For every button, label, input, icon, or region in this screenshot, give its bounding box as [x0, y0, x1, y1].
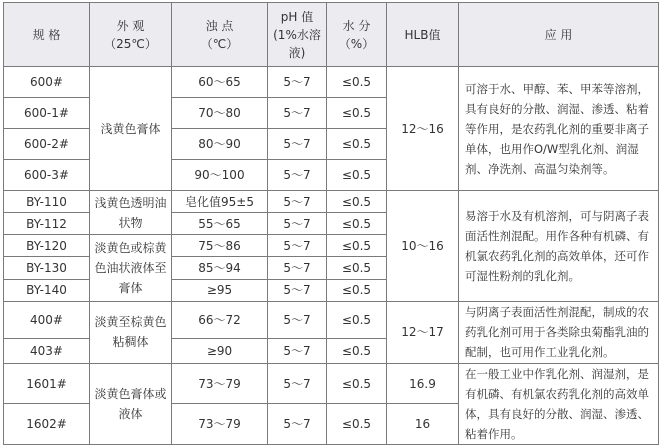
cloud-point-cell: 90～100	[172, 160, 268, 191]
ph-cell: 5～7	[268, 67, 327, 98]
water-cell: ≤0.5	[327, 160, 387, 191]
header-use: 应 用	[459, 3, 659, 67]
ph-cell: 5～7	[268, 404, 327, 445]
cloud-point-cell: 80～90	[172, 129, 268, 160]
appearance-cell: 浅黄色透明油状物	[90, 191, 172, 235]
water-cell: ≤0.5	[327, 67, 387, 98]
spec-cell: BY-110	[4, 191, 90, 213]
spec-cell: BY-120	[4, 235, 90, 257]
water-cell: ≤0.5	[327, 213, 387, 235]
spec-cell: 600-1#	[4, 98, 90, 129]
table-row	[4, 301, 659, 338]
ph-cell: 5～7	[268, 213, 327, 235]
ph-cell: 5～7	[268, 191, 327, 213]
spec-cell: 403#	[4, 338, 90, 363]
appearance-cell: 淡黄色膏体或液体	[90, 363, 172, 444]
use-cell: 可溶于水、甲醇、苯、甲苯等溶剂，具有良好的分散、润湿、渗透、粘着等作用，是农药乳化剂的重要非离子单体，也用作O/W型乳化剂、润湿剂、净洗剂、高温匀染剂等。	[459, 67, 659, 191]
hlb-cell: 10～16	[387, 191, 459, 301]
ph-cell: 5～7	[268, 235, 327, 257]
water-cell: ≤0.5	[327, 257, 387, 279]
hlb-cell: 16.9	[387, 363, 459, 404]
use-cell: 在一般工业中作乳化剂、润湿剂，是有机磷、有机氯农药乳化剂的高效单体，具有良好的分散、润湿、渗透、粘着作用。	[459, 363, 659, 444]
water-cell: ≤0.5	[327, 363, 387, 404]
ph-cell: 5～7	[268, 98, 327, 129]
appearance-cell: 淡黄色或棕黄色油状液体至膏体	[90, 235, 172, 301]
table-row	[4, 67, 659, 98]
water-cell: ≤0.5	[327, 129, 387, 160]
hlb-cell: 12～16	[387, 67, 459, 191]
cloud-point-cell: ≥90	[172, 338, 268, 363]
ph-cell: 5～7	[268, 160, 327, 191]
cloud-point-cell: 55～65	[172, 213, 268, 235]
spec-cell: 600-3#	[4, 160, 90, 191]
spec-cell: 600#	[4, 67, 90, 98]
hlb-cell: 16	[387, 404, 459, 445]
water-cell: ≤0.5	[327, 98, 387, 129]
header-appearance: 外 观 （25℃）	[90, 3, 172, 67]
cloud-point-cell: ≥95	[172, 279, 268, 301]
cloud-point-cell: 60～65	[172, 67, 268, 98]
water-cell: ≤0.5	[327, 338, 387, 363]
use-cell: 易溶于水及有机溶剂，可与阴离子表面活性剂混配。用作各种有机磷、有机氯农药乳化剂的高效单体，还可作可湿性粉剂的乳化剂。	[459, 191, 659, 301]
ph-cell: 5～7	[268, 301, 327, 338]
table-row	[4, 363, 659, 404]
ph-cell: 5～7	[268, 279, 327, 301]
cloud-point-cell: 皂化值95±5	[172, 191, 268, 213]
spec-cell: 400#	[4, 301, 90, 338]
spec-cell: 600-2#	[4, 129, 90, 160]
product-spec-table	[3, 2, 659, 445]
cloud-point-cell: 73～79	[172, 363, 268, 404]
header-spec: 规 格	[4, 3, 90, 67]
ph-cell: 5～7	[268, 257, 327, 279]
use-cell: 与阴离子表面活性剂混配，制成的农药乳化剂可用于各类除虫菊酯乳油的配制，也可用作工业乳化剂。	[459, 301, 659, 363]
spec-cell: 1601#	[4, 363, 90, 404]
water-cell: ≤0.5	[327, 404, 387, 445]
spec-cell: BY-112	[4, 213, 90, 235]
spec-cell: BY-140	[4, 279, 90, 301]
ph-cell: 5～7	[268, 338, 327, 363]
cloud-point-cell: 85～94	[172, 257, 268, 279]
water-cell: ≤0.5	[327, 191, 387, 213]
cloud-point-cell: 66～72	[172, 301, 268, 338]
appearance-cell: 浅黄色膏体	[90, 67, 172, 191]
spec-cell: BY-130	[4, 257, 90, 279]
header-row	[4, 3, 659, 67]
table-row	[4, 191, 659, 213]
header-hlb: HLB值	[387, 3, 459, 67]
cloud-point-cell: 70～80	[172, 98, 268, 129]
ph-cell: 5～7	[268, 363, 327, 404]
header-water: 水 分 （%）	[327, 3, 387, 67]
hlb-cell: 12～17	[387, 301, 459, 363]
appearance-cell: 淡黄至棕黄色粘稠体	[90, 301, 172, 363]
header-cloud-point: 浊 点 （℃）	[172, 3, 268, 67]
header-ph: pH 值 (1%水溶 液)	[268, 3, 327, 67]
ph-cell: 5～7	[268, 129, 327, 160]
spec-cell: 1602#	[4, 404, 90, 445]
water-cell: ≤0.5	[327, 235, 387, 257]
water-cell: ≤0.5	[327, 279, 387, 301]
water-cell: ≤0.5	[327, 301, 387, 338]
cloud-point-cell: 73～79	[172, 404, 268, 445]
cloud-point-cell: 75～86	[172, 235, 268, 257]
